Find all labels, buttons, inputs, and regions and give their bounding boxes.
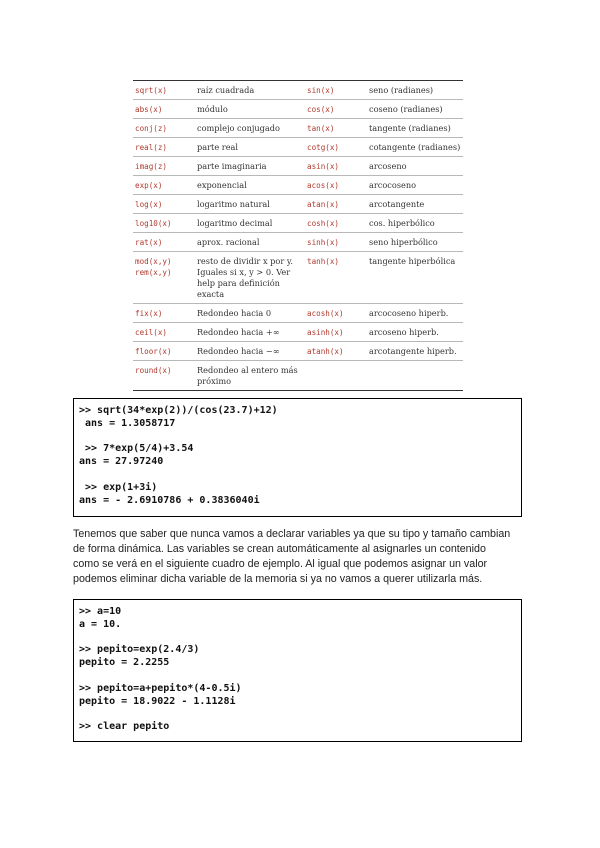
- code-line: >> sqrt(34*exp(2))/(cos(23.7)+12): [79, 405, 278, 416]
- code-line: [79, 431, 516, 444]
- function-name: tanh(x): [305, 252, 367, 304]
- code-line: [79, 469, 516, 482]
- function-name: abs(x): [133, 100, 195, 119]
- function-name: floor(x): [133, 342, 195, 361]
- code-line: ans = - 2.6910786 + 0.3836040i: [79, 494, 260, 506]
- function-name: log(x): [133, 195, 195, 214]
- function-description: logaritmo decimal: [195, 214, 305, 233]
- function-name: [305, 361, 367, 391]
- function-description: módulo: [195, 100, 305, 119]
- code-line: [79, 632, 516, 645]
- function-description: parte imaginaria: [195, 157, 305, 176]
- function-name: fix(x): [133, 304, 195, 323]
- function-name: tan(x): [305, 119, 367, 138]
- function-description: arcotangente: [367, 195, 463, 214]
- function-description: [367, 361, 463, 391]
- explanation-paragraph: [73, 527, 528, 587]
- function-description: arcocoseno: [367, 176, 463, 195]
- code-block-1: [73, 398, 522, 517]
- function-description: coseno (radianes): [367, 100, 463, 119]
- function-description: raíz cuadrada: [195, 81, 305, 100]
- function-name: cosh(x): [305, 214, 367, 233]
- function-description: Redondeo hacia −∞: [195, 342, 305, 361]
- function-description: arcoseno hiperb.: [367, 323, 463, 342]
- code-line: >> exp(1+3i): [79, 481, 158, 493]
- function-name: exp(x): [133, 176, 195, 195]
- function-name: conj(z): [133, 119, 195, 138]
- table-row: [133, 119, 463, 138]
- function-name: asinh(x): [305, 323, 367, 342]
- code-block-2: [73, 599, 522, 742]
- function-description: cotangente (radianes): [367, 138, 463, 157]
- function-name: acos(x): [305, 176, 367, 195]
- function-description: arcotangente hiperb.: [367, 342, 463, 361]
- function-name: atanh(x): [305, 342, 367, 361]
- function-name: mod(x,y) rem(x,y): [133, 252, 195, 304]
- function-name: asin(x): [305, 157, 367, 176]
- function-name: cos(x): [305, 100, 367, 119]
- function-name: cotg(x): [305, 138, 367, 157]
- function-name: rat(x): [133, 233, 195, 252]
- function-name: ceil(x): [133, 323, 195, 342]
- function-name: log10(x): [133, 214, 195, 233]
- function-description: seno (radianes): [367, 81, 463, 100]
- function-description: Redondeo al entero más próximo: [195, 361, 305, 391]
- function-name: sinh(x): [305, 233, 367, 252]
- code-line: ans = 27.97240: [79, 456, 164, 468]
- code-line: pepito = 2.2255: [79, 657, 170, 669]
- table-row: [133, 323, 463, 342]
- table-row: [133, 342, 463, 361]
- function-description: Redondeo hacia +∞: [195, 323, 305, 342]
- function-description: arcoseno: [367, 157, 463, 176]
- table-row: [133, 233, 463, 252]
- code-line: >> pepito=exp(2.4/3): [79, 644, 200, 656]
- function-description: tangente hiperbólica: [367, 252, 463, 304]
- function-description: Redondeo hacia 0: [195, 304, 305, 323]
- function-description: seno hiperbólico: [367, 233, 463, 252]
- code-line: >> clear pepito: [79, 721, 170, 733]
- code-line: pepito = 18.9022 - 1.1128i: [79, 695, 236, 707]
- table-row: [133, 214, 463, 233]
- paragraph-line: de forma dinámica. Las variables se crean automáticamente al asignarles un contenido: [73, 543, 486, 555]
- function-name: atan(x): [305, 195, 367, 214]
- table-row: [133, 100, 463, 119]
- code-line: >> 7*exp(5/4)+3.54: [79, 443, 194, 455]
- table-row: [133, 195, 463, 214]
- function-description: cos. hiperbólico: [367, 214, 463, 233]
- table-row: [133, 361, 463, 391]
- function-description: parte real: [195, 138, 305, 157]
- functions-table: [133, 80, 463, 391]
- function-description: complejo conjugado: [195, 119, 305, 138]
- table-row: [133, 138, 463, 157]
- function-description: exponencial: [195, 176, 305, 195]
- paragraph-line: podemos eliminar dicha variable de la memoria si ya no vamos a querer utilizarla más.: [73, 573, 483, 585]
- code-line: >> a=10: [79, 606, 122, 617]
- paragraph-line: como se verá en el siguiente cuadro de ejemplo. Al igual que podemos asignar un valor: [73, 558, 488, 570]
- code-line: [79, 708, 516, 721]
- code-line: >> pepito=a+pepito*(4-0.5i): [79, 682, 242, 694]
- function-description: tangente (radianes): [367, 119, 463, 138]
- function-description: arcocoseno hiperb.: [367, 304, 463, 323]
- paragraph-line: Tenemos que saber que nunca vamos a declarar variables ya que su tipo y tamaño cambian: [73, 528, 511, 540]
- table-row: [133, 252, 463, 304]
- table-row: [133, 304, 463, 323]
- table-row: [133, 81, 463, 100]
- function-name: acosh(x): [305, 304, 367, 323]
- function-name: sqrt(x): [133, 81, 195, 100]
- function-name: round(x): [133, 361, 195, 391]
- function-description: aprox. racional: [195, 233, 305, 252]
- code-line: [79, 670, 516, 683]
- function-description: logaritmo natural: [195, 195, 305, 214]
- table-row: [133, 176, 463, 195]
- function-description: resto de dividir x por y. Iguales si x, y > 0. Ver help para definición exacta: [195, 252, 305, 304]
- function-name: imag(z): [133, 157, 195, 176]
- function-name: real(z): [133, 138, 195, 157]
- code-line: a = 10.: [79, 618, 122, 630]
- function-name: sin(x): [305, 81, 367, 100]
- table-row: [133, 157, 463, 176]
- code-line: ans = 1.3058717: [79, 417, 176, 429]
